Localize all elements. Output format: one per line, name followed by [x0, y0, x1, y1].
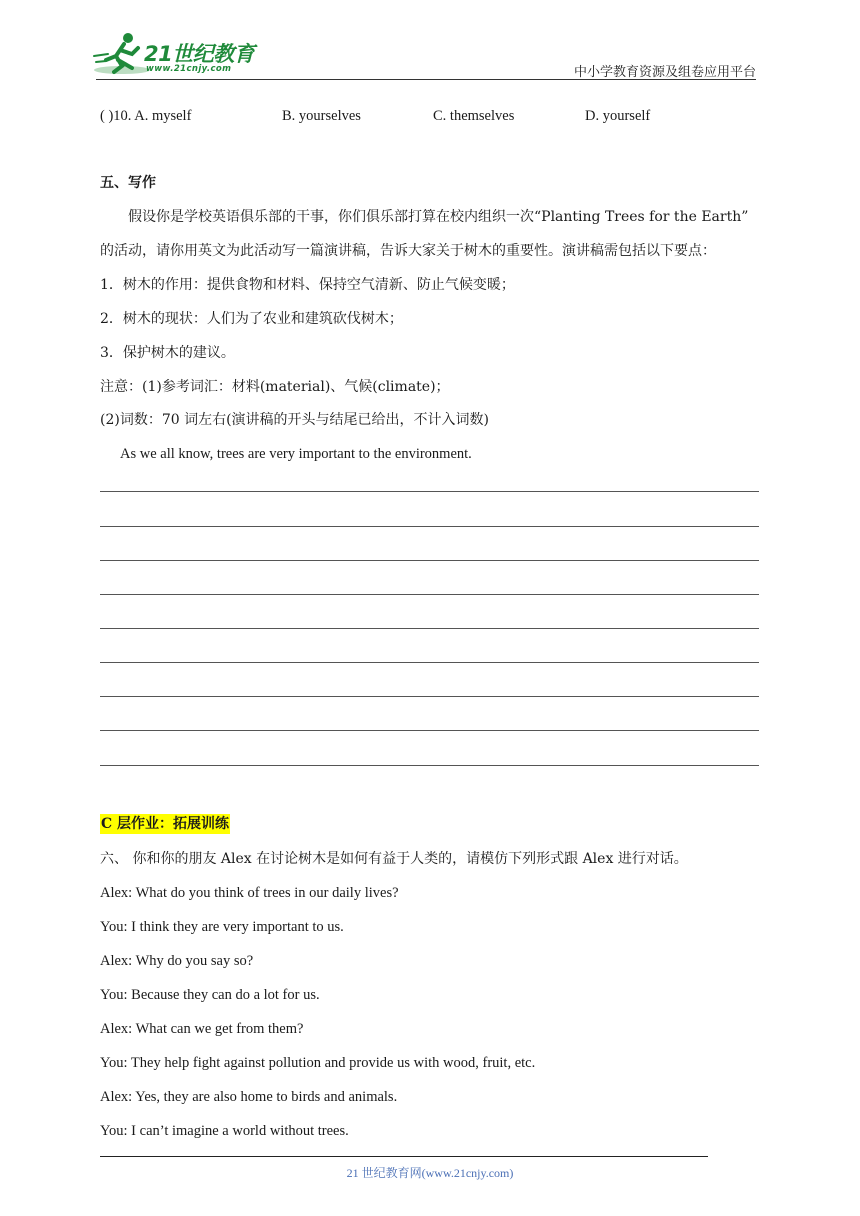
- logo-url: www.21cnjy.com: [146, 64, 232, 74]
- footer-divider: [100, 1156, 708, 1157]
- writing-note-1: 注意：(1)参考词汇：材料(material)、气候(climate)；: [100, 379, 450, 395]
- writing-prompt-line-2: 的活动，请你用英文为此活动写一篇演讲稿，告诉大家关于树木的重要性。演讲稿需包括以下要点：: [100, 243, 716, 259]
- writing-point-2: 2．树木的现状：人们为了农业和建筑砍伐树木；: [100, 311, 403, 327]
- writing-line: [100, 594, 759, 595]
- option-d: D. yourself: [585, 108, 651, 124]
- writing-line: [100, 560, 759, 561]
- writing-line: [100, 662, 759, 663]
- writing-section-title: 五、写作: [100, 175, 156, 191]
- writing-line: [100, 628, 759, 629]
- page-header: [0, 0, 860, 82]
- writing-line: [100, 491, 759, 492]
- dialogue-line: You: I think they are very important to us.: [100, 919, 344, 935]
- writing-line: [100, 526, 759, 527]
- question-10-blank: ( )10. A. myself: [100, 108, 192, 124]
- dialogue-question: 六、 你和你的朋友 Alex 在讨论树木是如何有益于人类的，请模仿下列形式跟 Alex 进行对话。: [100, 851, 688, 867]
- writing-point-3: 3．保护树木的建议。: [100, 345, 235, 361]
- dialogue-line: Alex: Why do you say so?: [100, 953, 254, 969]
- dialogue-line: You: I can’t imagine a world without trees.: [100, 1123, 349, 1139]
- header-divider: [96, 79, 756, 80]
- writing-point-1: 1．树木的作用：提供食物和材料、保持空气清新、防止气候变暖；: [100, 277, 515, 293]
- writing-line: [100, 730, 759, 731]
- writing-prompt-line-1: 假设你是学校英语俱乐部的干事，你们俱乐部打算在校内组织一次“Planting Trees for the Earth”: [128, 209, 749, 225]
- footer-text: 21 世纪教育网(www.21cnjy.com): [346, 1166, 514, 1180]
- section-c-title: C 层作业：拓展训练: [101, 816, 230, 832]
- option-c: C. themselves: [433, 108, 515, 124]
- writing-opening-sentence: As we all know, trees are very important to the environment.: [120, 446, 472, 462]
- logo-text: 21世纪教育: [144, 42, 255, 66]
- writing-line: [100, 696, 759, 697]
- dialogue-line: You: Because they can do a lot for us.: [100, 987, 320, 1003]
- writing-line: [100, 765, 759, 766]
- platform-name: 中小学教育资源及组卷应用平台: [573, 65, 756, 80]
- writing-note-2: (2)词数：70 词左右(演讲稿的开头与结尾已给出，不计入词数): [100, 412, 490, 428]
- section-c-title-wrap: [100, 815, 230, 833]
- dialogue-line: Alex: What can we get from them?: [100, 1021, 304, 1037]
- dialogue-line: Alex: Yes, they are also home to birds and animals.: [100, 1089, 398, 1105]
- dialogue-line: You: They help fight against pollution and provide us with wood, fruit, etc.: [100, 1055, 536, 1071]
- option-b: B. yourselves: [282, 108, 361, 124]
- dialogue-line: Alex: What do you think of trees in our daily lives?: [100, 885, 399, 901]
